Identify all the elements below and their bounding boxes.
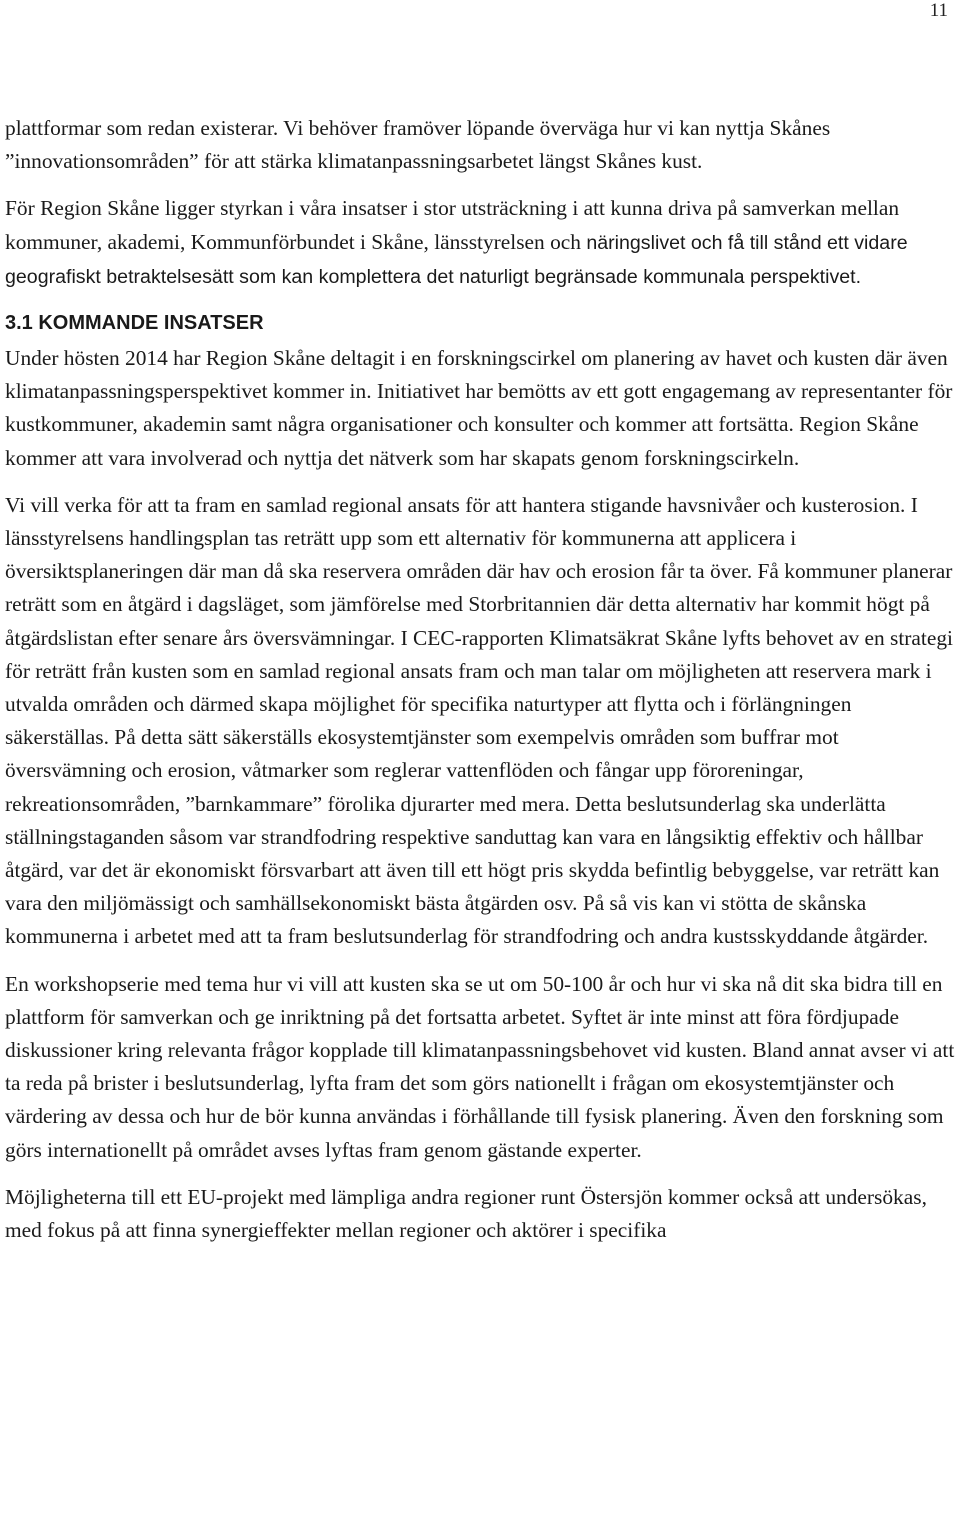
page-number: 11: [929, 0, 948, 21]
paragraph-region-skane: [5, 192, 955, 294]
paragraph-eu-projekt: Möjligheterna till ett EU-projekt med lämpliga andra regioner runt Östersjön kommer också att undersökas, med fokus på att finna synergieffekter mellan regioner och aktörer i specifika: [5, 1184, 927, 1243]
paragraph-forskningscirkel: Under hösten 2014 har Region Skåne deltagit i en forskningscirkel om planering av havet och kusten där även klimatanpassningsperspektivet kommer in. Initiativet har bemötts av ett gott engagemang av representanter för kustkommuner, akademin samt några organisationer och konsulter och kommer att fortsätta. Region Skåne kommer att vara involverad och nyttja det nätverk som har skapats genom forskningscirkeln.: [5, 346, 953, 470]
paragraph-intro: plattformar som redan existerar. Vi behöver framöver löpande överväga hur vi kan nyttja Skånes ”innovationsområden” för att stärka klimatanpassningsarbetet längst Skånes kust.: [5, 116, 831, 174]
paragraph-regional-ansats: Vi vill verka för att ta fram en samlad regional ansats för att hantera stigande havsnivåer och kusterosion. I länsstyrelsens handlingsplan tas reträtt upp som ett alternativ för kommunerna att applicera i översiktsplaneringen där man då ska reservera områden där hav och erosion får ta över. Få kommuner planerar reträtt som en åtgärd i dagsläget, som jämförelse med Storbritannien där detta alternativ har kommit högt på åtgärdslistan efter senare års översvämningar. I CEC-rapporten Klimatsäkrat Skåne lyfts behovet av en strategi för reträtt från kusten som en samlad regional ansats fram och man talar om möjligheten att reservera mark i utvalda områden och därmed skapa möjlighet för specifika naturtyper att flytta och i förlängningen säkerställas. På detta sätt säkerställs ekosystemtjänster som exempelvis områden som buffrar mot översvämning och erosion, våtmarker som reglerar vattenflöden och fångar upp föroreningar, rekreationsområden, ”barnkammare” förolika djurarter med mera. Detta beslutsunderlag ska underlätta ställningstaganden såsom var strandfodring respektive sanduttag kan vara en långsiktig effektiv och hållbar åtgärd, var det är ekonomiskt försvarbart att även till ett högt pris skydda befintlig bebyggelse, var reträtt kan vara den miljömässigt och samhällsekonomiskt bästa åtgärden osv. På så vis kan vi stötta de skånska kommunerna i arbetet med att ta fram beslutsunderlag för strandfodring och andra kustsskyddande åtgärder.: [5, 492, 953, 949]
paragraph-region-skane-serif: För Region Skåne ligger styrkan i våra insatser i stor utsträckning i att kunna driva på samverkan mellan kommuner, akademi, Kommunförbundet i Skåne, länsstyrelsen och: [5, 196, 900, 254]
section-heading: 3.1 KOMMANDE INSATSER: [5, 312, 264, 335]
document-body: [5, 112, 955, 1261]
paragraph-workshopserie: En workshopserie med tema hur vi vill att kusten ska se ut om 50-100 år och hur vi ska nå dit ska bidra till en plattform för samverkan och ge inriktning på det fortsatta arbetet. Syftet är inte minst att föra fördjupade diskussioner kring relevanta frågor kopplade till klimatanpassningsbehovet vid kusten. Bland annat avser vi att ta reda på brister i beslutsunderlag, lyfta fram det som görs nationellt i frågan om ekosystemtjänster och värdering av dessa och hur de bör kunna användas i förhållande till fysisk planering. Även den forskning som görs internationellt på området avses lyftas fram genom gästande experter.: [5, 971, 955, 1162]
paragraph-region-skane-sans: näringslivet och få till stånd ett vidare geografiskt betraktelsesätt som kan komplettera det naturligt begränsade kommunala perspektivet.: [5, 231, 908, 288]
